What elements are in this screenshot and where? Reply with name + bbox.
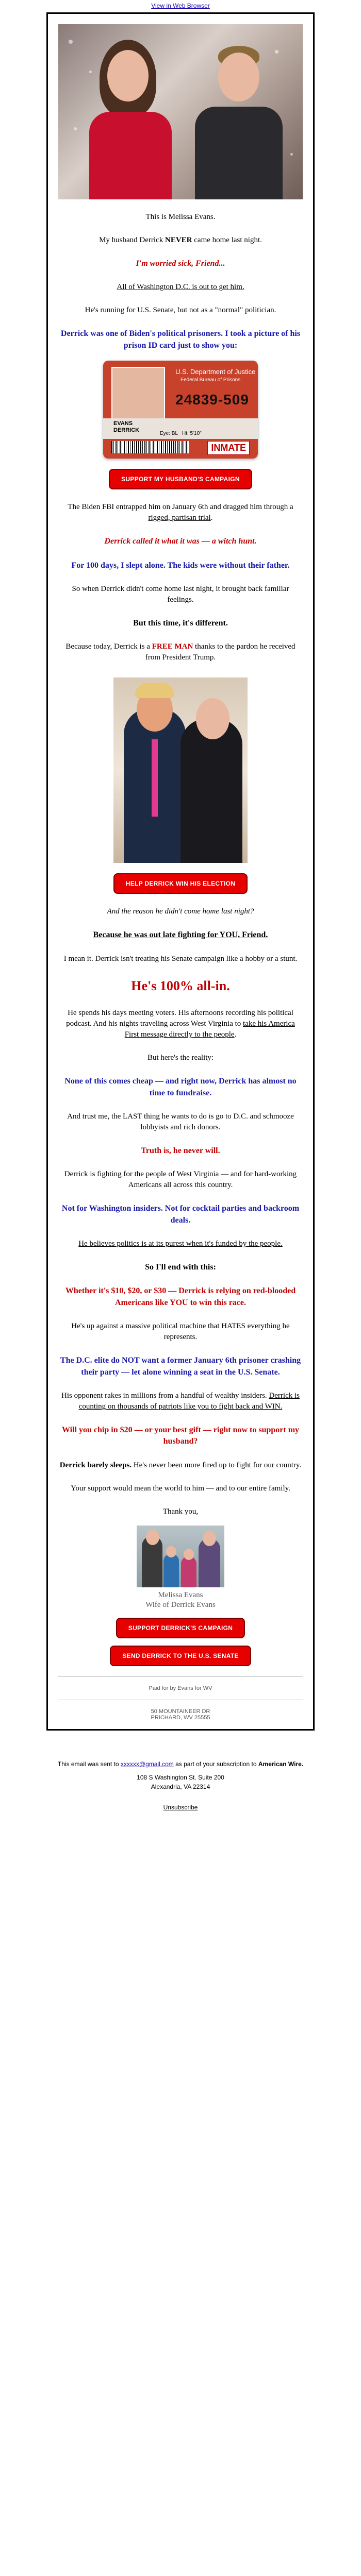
funded-by-people: He believes politics is at its purest when it's funded by the people.: [78, 1240, 283, 1248]
reality: But here's the reality:: [147, 1054, 214, 1062]
paid-for-footer: [58, 1676, 303, 1721]
subscription-footer: [0, 1759, 361, 1812]
sender-address-line2: Alexandria, VA 22314: [151, 1783, 210, 1790]
dc-elite: The D.C. elite do NOT want a former January 6th prisoner crashing their party — let alone winning a seat in the U.S. Senate.: [60, 1356, 301, 1377]
woman-figure: [79, 35, 182, 199]
hero-photo: [58, 24, 303, 199]
greeting: This is Melissa Evans.: [145, 213, 216, 221]
witch-hunt: Derrick called it what it was — a witch hunt.: [104, 537, 257, 546]
id-inmate-label: INMATE: [207, 441, 250, 455]
political-machine: He's up against a massive political machine that HATES everything he represents.: [71, 1322, 290, 1342]
fighting-for-you: Because he was out late fighting for YOU, Friend.: [93, 930, 268, 940]
opponent-millions: His opponent rakes in millions from a handful of wealthy insiders. Derrick is counting on thousands of patriots like you to fight back and WIN.: [61, 1392, 300, 1411]
sender-address-line1: 108 S Washington St. Suite 200: [137, 1773, 224, 1781]
mean-the-world: Your support would mean the world to him — and to our entire family.: [71, 1484, 290, 1493]
view-in-browser-bar: [0, 0, 361, 12]
footer-address-line1: 50 MOUNTAINEER DR: [151, 1708, 210, 1715]
daily-schedule: He spends his days meeting voters. His afternoons recording his political podcast. And his nights traveling across West Virginia to take his America First message directly to the people.: [66, 1009, 295, 1039]
view-in-browser-link[interactable]: View in Web Browser: [151, 2, 210, 9]
last-thing: And trust me, the LAST thing he wants to do is go to D.C. and schmooze lobbyists and rich donors.: [67, 1112, 294, 1131]
end-with-this: So I'll end with this:: [145, 1263, 216, 1272]
thank-you: Thank you,: [162, 1507, 199, 1516]
never-will: Truth is, he never will.: [141, 1146, 220, 1155]
all-in: He's 100% all-in.: [131, 978, 230, 993]
id-name: EVANS DERRICK: [113, 420, 140, 433]
hundred-days: For 100 days, I slept alone. The kids were without their father.: [71, 561, 290, 570]
id-physical: Eye: BL Ht: 5'10": [160, 431, 202, 437]
barely-sleeps: Derrick barely sleeps. He's never been more fired up to fight for our country.: [59, 1461, 302, 1469]
this-time-different: But this time, it's different.: [133, 618, 228, 628]
running-for-senate: He's running for U.S. Senate, but not as a "normal" politician.: [85, 306, 276, 315]
sent-to-line: This email was sent to xxxxxx@gmail.com as part of your subscription to American Wire.: [57, 1760, 304, 1768]
chip-in-ask: Will you chip in $20 — or your best gift — right now to support my husband?: [61, 1426, 300, 1446]
id-number: 24839-509: [175, 392, 249, 408]
prison-id-card-photo: [103, 361, 258, 459]
whether-amount: Whether it's $10, $20, or $30 — Derrick is relying on red-blooded Americans like YOU to win this race.: [65, 1286, 296, 1307]
fbi-entrapped: The Biden FBI entrapped him on January 6th and dragged him through a rigged, partisan trial.: [68, 503, 293, 522]
signature-title: Wife of Derrick Evans: [145, 1601, 216, 1609]
never-came-home: My husband Derrick NEVER came home last night.: [99, 236, 262, 244]
id-bureau: Federal Bureau of Prisons: [180, 377, 241, 383]
man-figure: [187, 40, 290, 199]
help-win-election-button[interactable]: HELP DERRICK WIN HIS ELECTION: [113, 873, 248, 894]
not-a-hobby: I mean it. Derrick isn't treating his Senate campaign like a hobby or a stunt.: [63, 954, 298, 963]
id-agency: U.S. Department of Justice: [175, 368, 256, 376]
familiar-feelings: So when Derrick didn't come home last night, it brought back familiar feelings.: [72, 584, 289, 604]
send-to-senate-button[interactable]: SEND DERRICK TO THE U.S. SENATE: [110, 1646, 251, 1666]
signature: [58, 1590, 303, 1611]
unsubscribe-link[interactable]: Unsubscribe: [163, 1803, 198, 1811]
not-for-insiders: Not for Washington insiders. Not for cocktail parties and backroom deals.: [61, 1204, 300, 1225]
free-man: Because today, Derrick is a FREE MAN thanks to the pardon he received from President Trump.: [65, 642, 296, 662]
recipient-email-link[interactable]: xxxxxx@gmail.com: [120, 1760, 174, 1768]
support-husband-button[interactable]: SUPPORT MY HUSBAND'S CAMPAIGN: [109, 469, 252, 489]
id-barcode: [111, 441, 189, 453]
political-prisoner: Derrick was one of Biden's political prisoners. I took a picture of his prison ID card just to show you:: [60, 329, 301, 350]
worried-sick: I'm worried sick, Friend...: [136, 259, 225, 268]
paid-for-text: Paid for by Evans for WV: [149, 1685, 212, 1691]
signature-name: Melissa Evans: [158, 1590, 203, 1599]
family-photo: [137, 1526, 224, 1587]
email-card: [46, 12, 315, 1731]
trump-photo: [113, 677, 248, 863]
reason-question: And the reason he didn't come home last night?: [107, 907, 254, 916]
fighting-west-virginia: Derrick is fighting for the people of West Virginia — and for hard-working Americans all across this country.: [64, 1170, 297, 1190]
not-cheap: None of this comes cheap — and right now, Derrick has almost no time to fundraise.: [64, 1077, 297, 1097]
footer-address-line2: PRICHARD, WV 25555: [151, 1714, 210, 1721]
support-derrick-button[interactable]: SUPPORT DERRICK'S CAMPAIGN: [116, 1618, 245, 1638]
all-of-dc: All of Washington D.C. is out to get him.: [117, 283, 244, 292]
